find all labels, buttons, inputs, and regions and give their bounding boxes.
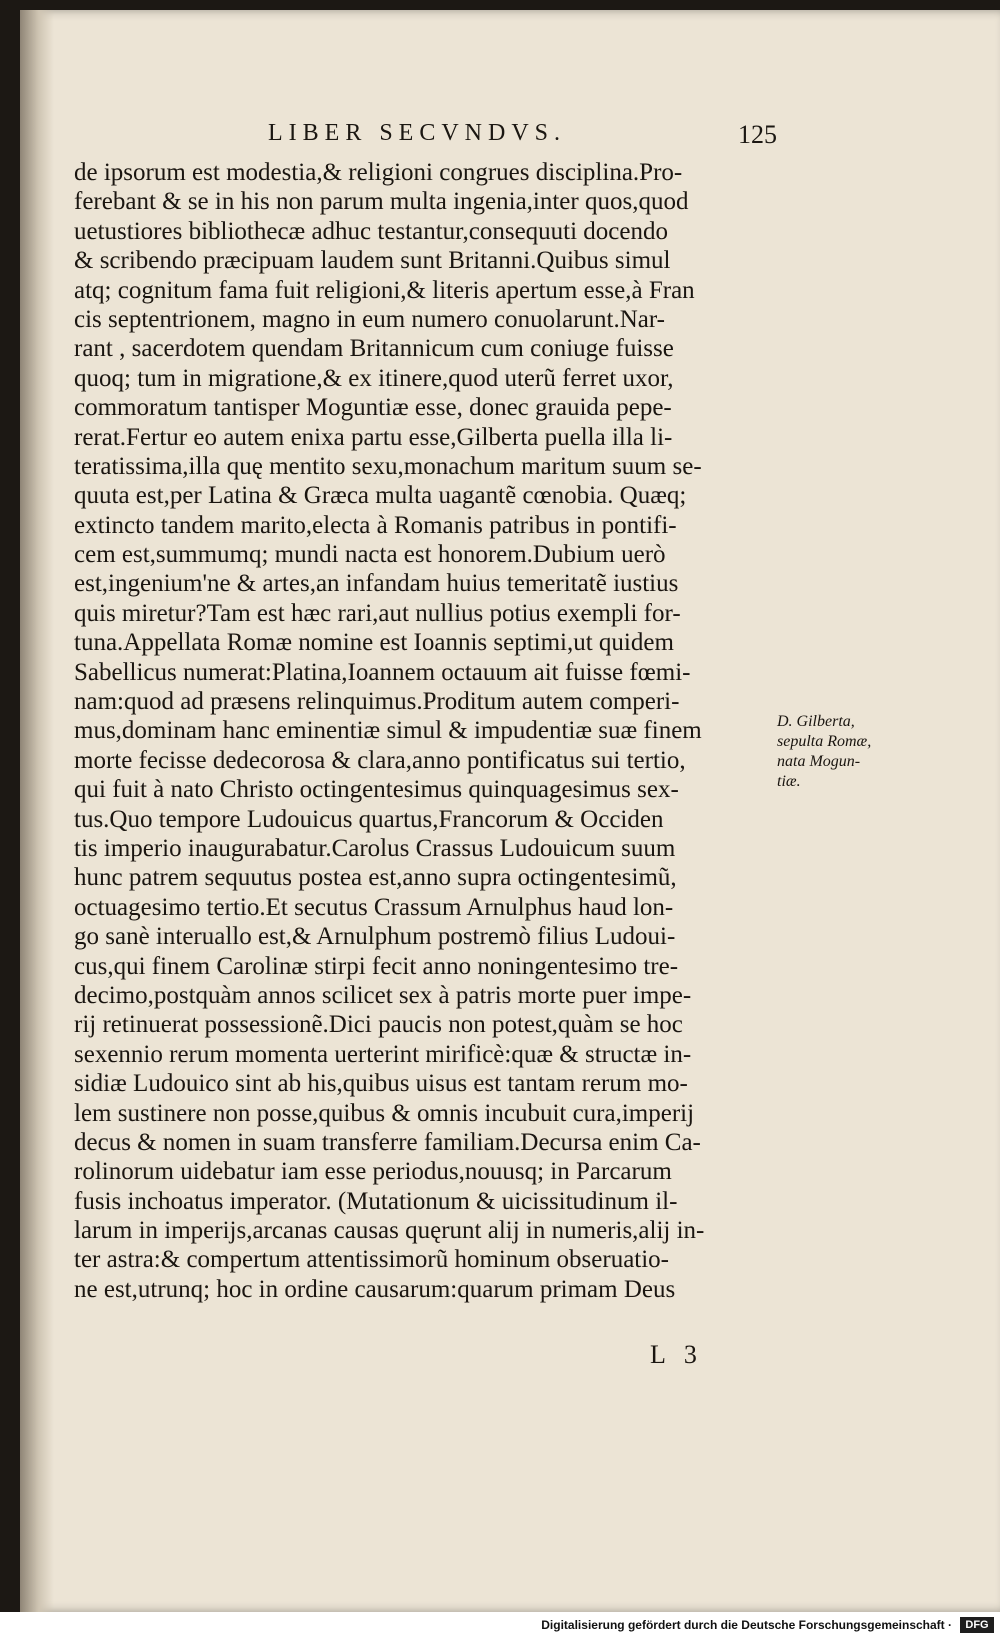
text-line: rerat.Fertur eo autem enixa partu esse,Gilberta puella illa li- — [74, 423, 673, 451]
text-line: extincto tandem marito,electa à Romanis patribus in pontifi- — [74, 511, 677, 539]
running-head-title: LIBER SECVNDVS. — [268, 120, 567, 146]
signature-letter: L — [650, 1340, 684, 1369]
marginal-note-line: sepulta Romæ, — [777, 733, 872, 750]
signature-number: 3 — [683, 1340, 715, 1369]
marginal-note-line: tiæ. — [777, 773, 801, 790]
text-line: quis miretur?Tam est hæc rari,aut nullius potius exempli for- — [74, 599, 681, 627]
text-line: go sanè interuallo est,& Arnulphum postremò filius Ludoui- — [74, 923, 676, 951]
funding-credit: Digitalisierung gefördert durch die Deutsche Forschungsgemeinschaft · — [541, 1618, 952, 1632]
page-number: 125 — [738, 120, 777, 149]
dfg-logo: DFG — [960, 1617, 994, 1633]
text-line: octuagesimo tertio.Et secutus Crassum Arnulphus haud lon- — [74, 893, 674, 921]
text-line: decus & nomen in suam transferre familiam.Decursa enim Ca- — [74, 1128, 701, 1156]
text-line: ne est,utrunq; hoc in ordine causarum:quarum primam Deus — [74, 1275, 676, 1303]
text-line: rolinorum uidebatur iam esse periodus,nouusq; in Parcarum — [74, 1158, 672, 1186]
text-line: est,ingenium'ne & artes,an infandam huius temeritatẽ iustius — [74, 570, 679, 598]
text-line: larum in imperijs,arcanas causas quęrunt alij in numeris,alij in- — [74, 1217, 705, 1245]
text-line: sidiæ Ludouico sint ab his,quibus uisus est tantam rerum mo- — [74, 1070, 688, 1098]
signature-mark — [650, 1340, 715, 1370]
text-line: rij retinuerat possessionẽ.Dici paucis non potest,quàm se hoc — [74, 1011, 683, 1039]
text-line: nam:quod ad præsens relinquimus.Proditum autem comperi- — [74, 688, 680, 716]
text-line: cus,qui finem Carolinæ stirpi fecit anno noningentesimo tre- — [74, 952, 679, 980]
text-line: decimo,postquàm annos scilicet sex à patris morte puer impe- — [74, 981, 692, 1009]
running-head — [20, 120, 1000, 160]
text-line: cem est,summumq; mundi nacta est honorem.Dubium uerò — [74, 541, 666, 569]
text-line: tis imperio inaugurabatur.Carolus Crassus Ludouicum suum — [74, 834, 676, 862]
text-line: ter astra:& compertum attentissimorũ hominum obseruatio- — [74, 1246, 670, 1274]
marginal-note — [777, 712, 897, 792]
text-line: tus.Quo tempore Ludouicus quartus,Francorum & Occiden — [74, 805, 664, 833]
text-line: tuna.Appellata Romæ nomine est Ioannis septimi,ut quidem — [74, 629, 674, 657]
text-line: commoratum tantisper Moguntiæ esse, donec grauida pepe- — [74, 394, 672, 422]
text-line: uetustiores bibliothecæ adhuc testantur,consequuti docendo — [74, 217, 668, 245]
body-text — [74, 158, 780, 1304]
marginal-note-line: nata Mogun- — [777, 753, 861, 770]
text-line: ferebant & se in his non parum multa ingenia,inter quos,quod — [74, 188, 689, 216]
marginal-note-line: D. Gilberta, — [777, 713, 855, 730]
page-spine-shadow — [20, 10, 54, 1612]
text-line: fusis inchoatus imperator. (Mutationum & uicissitudinum il- — [74, 1187, 678, 1215]
text-line: rant , sacerdotem quendam Britannicum cum coniuge fuisse — [74, 335, 674, 363]
text-line: teratissima,illa quę mentito sexu,monachum maritum suum se- — [74, 452, 702, 480]
text-line: qui fuit à nato Christo octingentesimus quinquagesimus sex- — [74, 776, 679, 804]
text-line: & scribendo præcipuam laudem sunt Britanni.Quibus simul — [74, 247, 671, 275]
text-line: Sabellicus numerat:Platina,Ioannem octauum ait fuisse fœmi- — [74, 658, 691, 686]
text-line: quuta est,per Latina & Græca multa uagantẽ cœnobia. Quæq; — [74, 482, 687, 510]
text-line: sexennio rerum momenta uerterint mirificè:quæ & structæ in- — [74, 1040, 692, 1068]
footer-bar — [0, 1612, 1000, 1639]
text-line: hunc patrem sequutus postea est,anno supra octingentesimũ, — [74, 864, 677, 892]
text-line: lem sustinere non posse,quibus & omnis incubuit cura,imperij — [74, 1099, 695, 1127]
text-line: morte fecisse dedecorosa & clara,anno pontificatus sui tertio, — [74, 746, 686, 774]
text-line: de ipsorum est modestia,& religioni congrues disciplina.Pro- — [74, 159, 683, 186]
text-line: atq; cognitum fama fuit religioni,& literis apertum esse,à Fran — [74, 276, 695, 304]
text-line: cis septentrionem, magno in eum numero conuolarunt.Nar- — [74, 305, 666, 333]
text-line: mus,dominam hanc eminentiæ simul & impudentiæ suæ finem — [74, 717, 702, 745]
text-line: quoq; tum in migratione,& ex itinere,quod uterũ ferret uxor, — [74, 364, 674, 392]
book-page — [20, 10, 1000, 1612]
